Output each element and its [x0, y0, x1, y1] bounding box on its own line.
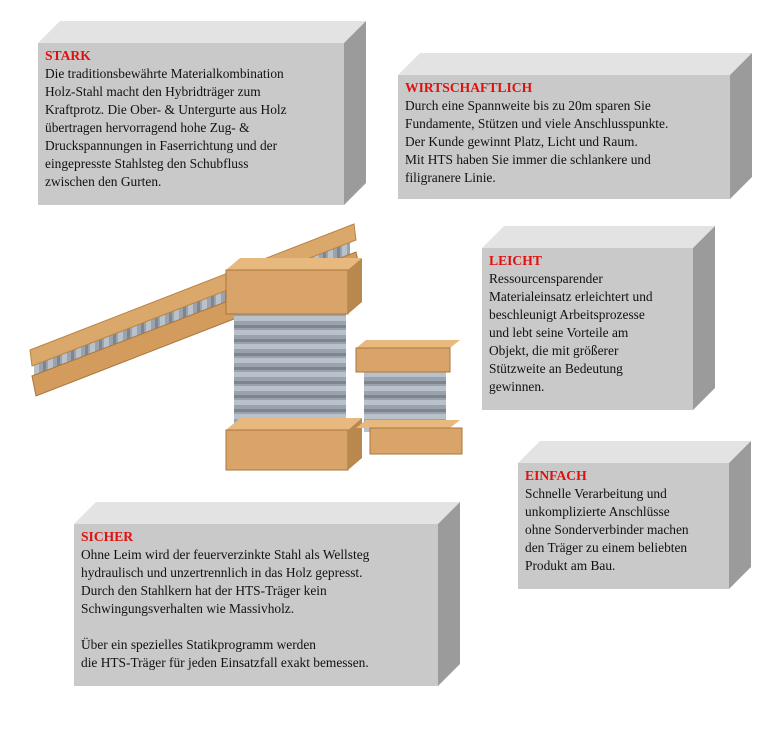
box-text-line: Ohne Leim wird der feuerverzinkte Stahl als Wellsteg	[81, 547, 370, 562]
box-text-line: Durch eine Spannweite bis zu 20m sparen Sie	[405, 98, 651, 113]
box-top-face	[482, 226, 715, 248]
box-text-line: Materialeinsatz erleichtert und	[489, 289, 653, 304]
box-top-face	[398, 53, 752, 75]
box-text-line: Stützweite an Bedeutung	[489, 361, 623, 376]
box-text-line: Mit HTS haben Sie immer die schlankere und	[405, 152, 651, 167]
box-title: STARK	[45, 48, 91, 63]
box-text-line: eingepresste Stahlsteg den Schubfluss	[45, 156, 249, 171]
box-text-line: Fundamente, Stützen und viele Anschlusspunkte.	[405, 116, 669, 131]
upright-beam	[226, 258, 362, 470]
box-text-line: Schnelle Verarbeitung und	[525, 486, 667, 501]
leicht-info-box	[482, 226, 715, 410]
einfach-info-box	[518, 441, 751, 589]
box-text-line: Durch den Stahlkern hat der HTS-Träger kein	[81, 583, 327, 598]
box-text-line: und lebt seine Vorteile am	[489, 325, 629, 340]
box-title: EINFACH	[525, 468, 587, 483]
box-side-face	[344, 21, 366, 205]
box-text-line: Kraftprotz. Die Ober- & Untergurte aus Holz	[45, 102, 287, 117]
box-top-face	[38, 21, 366, 43]
box-top-face	[518, 441, 751, 463]
sicher-info-box	[74, 502, 460, 686]
box-text-line: den Träger zu einem beliebten	[525, 540, 688, 555]
box-content	[398, 75, 730, 199]
hybrid-beam-image	[20, 218, 480, 508]
box-content	[74, 524, 438, 686]
box-title: LEICHT	[489, 253, 542, 268]
box-side-face	[730, 53, 752, 199]
wirtschaftlich-info-box	[398, 53, 752, 199]
stark-info-box	[38, 21, 366, 205]
box-side-face	[729, 441, 751, 589]
box-text-line: Druckspannungen in Faserrichtung und der	[45, 138, 278, 153]
box-text-line: Produkt am Bau.	[525, 558, 616, 573]
box-content	[482, 248, 693, 410]
box-text-line: Ressourcensparender	[489, 271, 603, 286]
box-text-line: zwischen den Gurten.	[45, 174, 162, 189]
box-text-line: Objekt, die mit größerer	[489, 343, 619, 358]
box-title: SICHER	[81, 529, 134, 544]
box-content	[518, 463, 729, 589]
paragraph-gap	[81, 618, 432, 636]
box-side-face	[693, 226, 715, 410]
box-text-line: die HTS-Träger für jeden Einsatzfall exakt bemessen.	[81, 655, 369, 670]
box-text-line: Schwingungsverhalten wie Massivholz.	[81, 601, 295, 616]
box-text-line: ohne Sonderverbinder machen	[525, 522, 689, 537]
box-text-line: Über ein spezielles Statikprogramm werden	[81, 637, 317, 652]
box-content	[38, 43, 344, 205]
box-text-line: Die traditionsbewährte Materialkombination	[45, 66, 284, 81]
box-side-face	[438, 502, 460, 686]
box-text-line: hydraulisch und unzertrennlich in das Holz gepresst.	[81, 565, 363, 580]
box-text-line: unkomplizierte Anschlüsse	[525, 504, 670, 519]
box-title: WIRTSCHAFTLICH	[405, 80, 533, 95]
box-top-face	[74, 502, 460, 524]
box-text-line: Holz-Stahl macht den Hybridträger zum	[45, 84, 261, 99]
box-text-line: filigranere Linie.	[405, 170, 496, 185]
box-text-line: übertragen hervorragend hohe Zug- &	[45, 120, 250, 135]
box-text-line: beschleunigt Arbeitsprozesse	[489, 307, 645, 322]
box-text-line: Der Kunde gewinnt Platz, Licht und Raum.	[405, 134, 638, 149]
box-text-line: gewinnen.	[489, 379, 545, 394]
small-beam	[356, 340, 462, 454]
